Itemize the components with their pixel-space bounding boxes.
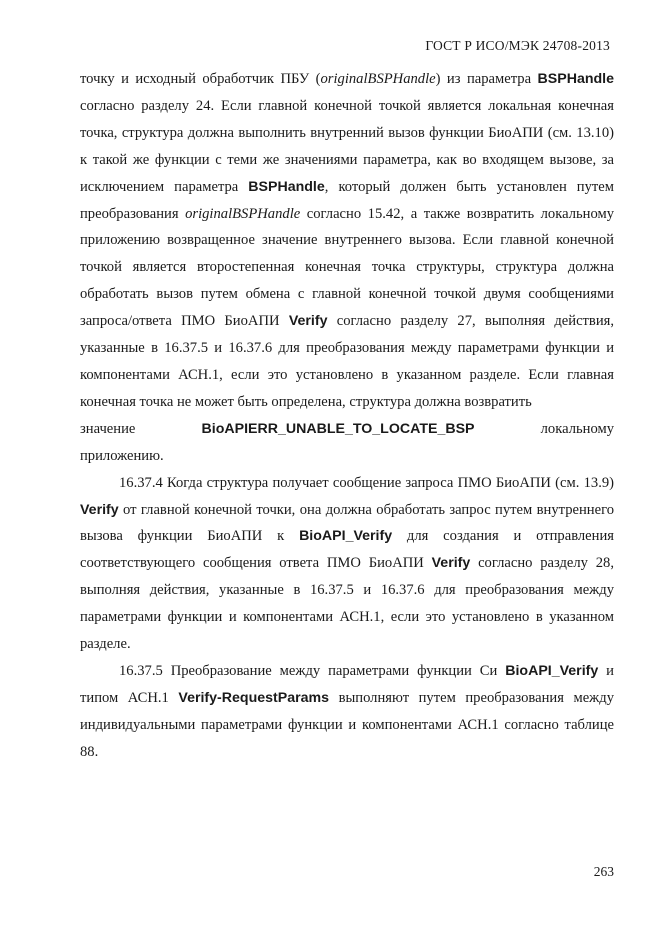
text-run: согласно разделу 28, выполняя действия, указанные в 16.37.5 и 16.37.6 для преобразования между параметрами функции и компонентами АСН.1, если это установлено в указанном разделе.: [80, 555, 615, 653]
code-term-Verify: Verify: [288, 313, 328, 330]
text-run: согласно 15.42, а также возвратить локальному приложению возвращенное значение внутреннего вызова. Если главной конечной точкой является второстепенная конечная точка структуры, структура должна обработать вызов путем обмена с главной конечной точкой двумя сообщениями запроса/ответа ПМО БиоАПИ: [80, 205, 614, 330]
text-run: приложению.: [80, 447, 164, 464]
italic-term-originalBSPHandle: originalBSPHandle: [320, 71, 436, 87]
code-term-BSPHandle: BSPHandle: [248, 178, 325, 195]
code-term-error-constant: BioAPIERR_UNABLE_TO_LOCATE_BSP: [201, 420, 475, 437]
text-run: локальному: [540, 420, 614, 437]
text-run: от главной конечной точки, она должна обработать запрос путем внутреннего вызова функции БиоАПИ к: [80, 501, 614, 545]
text-run: , который должен быть установлен путем преобразования: [80, 178, 614, 222]
code-term-Verify: Verify: [80, 501, 119, 518]
spread-line: [80, 416, 614, 443]
code-term-Verify: Verify: [431, 555, 471, 572]
text-run: ) из параметра: [435, 71, 538, 87]
text-run: 16.37.4 Когда структура получает сообщение запроса ПМО БиоАПИ (см. 13.9): [119, 474, 614, 491]
document-header: ГОСТ Р ИСО/МЭК 24708-2013: [425, 38, 610, 53]
text-run: для создания и отправления соответствующего сообщения ответа ПМО БиоАПИ: [80, 528, 614, 572]
page-number: 263: [593, 864, 614, 879]
text-run: согласно разделу 24. Если главной конечной точкой является локальная конечная точка, структура должна выполнить внутренний вызов функции БиоАПИ (см. 13.10) к такой же функции с теми же значениями параметра, как во входящем вызове, за исключением параметра: [80, 97, 614, 195]
paragraph-continuation: [80, 66, 614, 416]
text-run: согласно разделу 27, выполняя действия, указанные в 16.37.5 и 16.37.6 для преобразования между параметрами функции и компонентами АСН.1, если это установлено в указанном разделе. Если главная конечная точка не может быть определена, структура должна возвратить: [80, 313, 614, 410]
text-run: и типом АСН.1: [80, 662, 614, 706]
page-body: [80, 66, 614, 766]
code-term-Verify-RequestParams: Verify-RequestParams: [178, 689, 330, 706]
text-run: 16.37.5 Преобразование между параметрами функции Си: [119, 662, 506, 679]
code-term-BSPHandle: BSPHandle: [537, 71, 615, 87]
italic-term-originalBSPHandle: originalBSPHandle: [185, 205, 301, 222]
text-run: точку и исходный обработчик ПБУ (: [80, 71, 321, 87]
paragraph-16-37-4: [80, 470, 614, 658]
text-run: значение: [80, 420, 136, 437]
paragraph-16-37-5: [80, 658, 614, 766]
paragraph-end-line: [80, 443, 614, 470]
code-term-BioAPI_Verify: BioAPI_Verify: [299, 528, 393, 545]
code-term-BioAPI_Verify: BioAPI_Verify: [505, 662, 599, 679]
text-run: выполняют путем преобразования между индивидуальными параметрами функции и компонентами АСН.1 согласно таблице 88.: [80, 689, 614, 760]
